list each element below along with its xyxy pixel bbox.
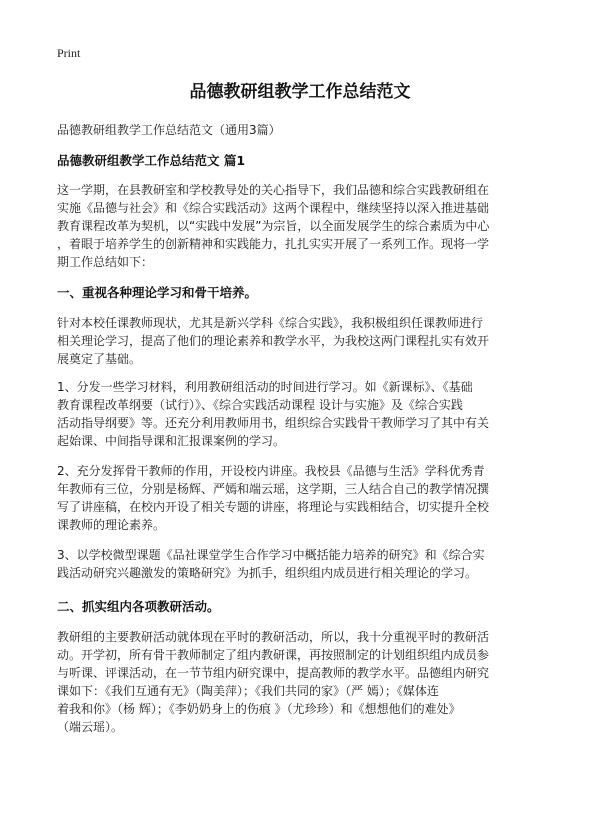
- heading-theory-study: 一、重视各种理论学习和骨干培养。: [57, 285, 258, 300]
- paragraph-line: 2、充分发挥骨干教师的作用，开设校内讲座。我校县《品德与生活》学科优秀青: [57, 464, 485, 478]
- paragraph-line: 起始课、中间指导课和汇报课案例的学习。: [57, 434, 286, 448]
- paragraph-line: ，着眼于培养学生的创新精神和实践能力，扎扎实实开展了一系列工作。现将一学: [57, 237, 490, 251]
- page-title: 品德教研组教学工作总结范文: [189, 82, 411, 102]
- paragraph-item-1: [57, 378, 547, 450]
- paragraph-line: 教育课程改革纲要（试行）》、《综合实践活动课程 设计与实施》及《综合实践: [57, 398, 463, 412]
- paragraph-line: 着我和你》（杨 辉）；《李奶奶身上的伤痕 》（尤珍珍）和《想想他们的难处》: [57, 702, 461, 716]
- heading-teaching-research: 二、抓实组内各项教研活动。: [57, 599, 220, 614]
- paragraph-line: （端云瑶）。: [57, 720, 124, 734]
- paragraph-theory-study: [57, 314, 547, 368]
- paragraph-line: 实施《品德与社会》和《综合实践活动》这两个课程中，继续坚持以深入推进基础: [57, 201, 490, 215]
- paragraph-line: 与听课、评课活动，在一节节组内研究课中，提高教师的教学水平。品德组内研究: [57, 666, 490, 680]
- paragraph-line: 课如下：《我们互通有无》（陶美萍）；《我们共同的家》（严 嫣）；《媒体连: [57, 684, 439, 698]
- paragraph-item-2: [57, 462, 547, 534]
- paragraph-line: 活动指导纲要》等。还充分利用教师用书，组织综合实践骨干教师学习了其中有关: [57, 416, 490, 430]
- paragraph-item-3: [57, 546, 547, 582]
- paragraph-teaching-research: [57, 628, 547, 736]
- paragraph-line: 3、以学校微型课题《品社课堂学生合作学习中概括能力培养的研究》和《综合实: [57, 548, 485, 562]
- paragraph-line: 践活动研究兴趣激发的策略研究》为抓手，组织组内成员进行相关理论的学习。: [57, 566, 478, 580]
- print-label: Print: [57, 46, 81, 60]
- paragraph-line: 针对本校任课教师现状，尤其是新兴学科《综合实践》，我积极组织任课教师进行: [57, 316, 484, 330]
- section-heading: 品德教研组教学工作总结范文 篇1: [57, 153, 246, 168]
- paragraph-line: 相关理论学习，提高了他们的理论素养和教学水平，为我校这两门课程扎实有效开: [57, 334, 490, 348]
- paragraph-line: 年教师有三位，分别是杨辉、严嫣和端云瑶，这学期，三人结合自己的教学情况撰: [57, 482, 490, 496]
- intro-paragraph: [57, 181, 547, 271]
- subtitle: 品德教研组教学工作总结范文（通用3篇）: [57, 123, 281, 137]
- paragraph-line: 写了讲座稿，在校内开设了相关专题的讲座，将理论与实践相结合，切实提升全校: [57, 500, 490, 514]
- paragraph-line: 1、分发一些学习材料，利用教研组活动的时间进行学习。如《新课标》、《基础: [57, 380, 473, 394]
- paragraph-line: 这一学期，在县教研室和学校教导处的关心指导下，我们品德和综合实践教研组在: [57, 183, 490, 197]
- paragraph-line: 展奠定了基础。: [57, 352, 142, 366]
- paragraph-line: 教育课程改革为契机，以“实践中发展”为宗旨，以全面发展学生的综合素质为中心: [57, 219, 490, 233]
- paragraph-line: 课教师的理论素养。: [57, 518, 166, 532]
- paragraph-line: 期工作总结如下：: [57, 255, 154, 269]
- paragraph-line: 动。开学初，所有骨干教师制定了组内教研课，再按照制定的计划组织组内成员参: [57, 648, 490, 662]
- paragraph-line: 教研组的主要教研活动就体现在平时的教研活动，所以，我十分重视平时的教研活: [57, 630, 490, 644]
